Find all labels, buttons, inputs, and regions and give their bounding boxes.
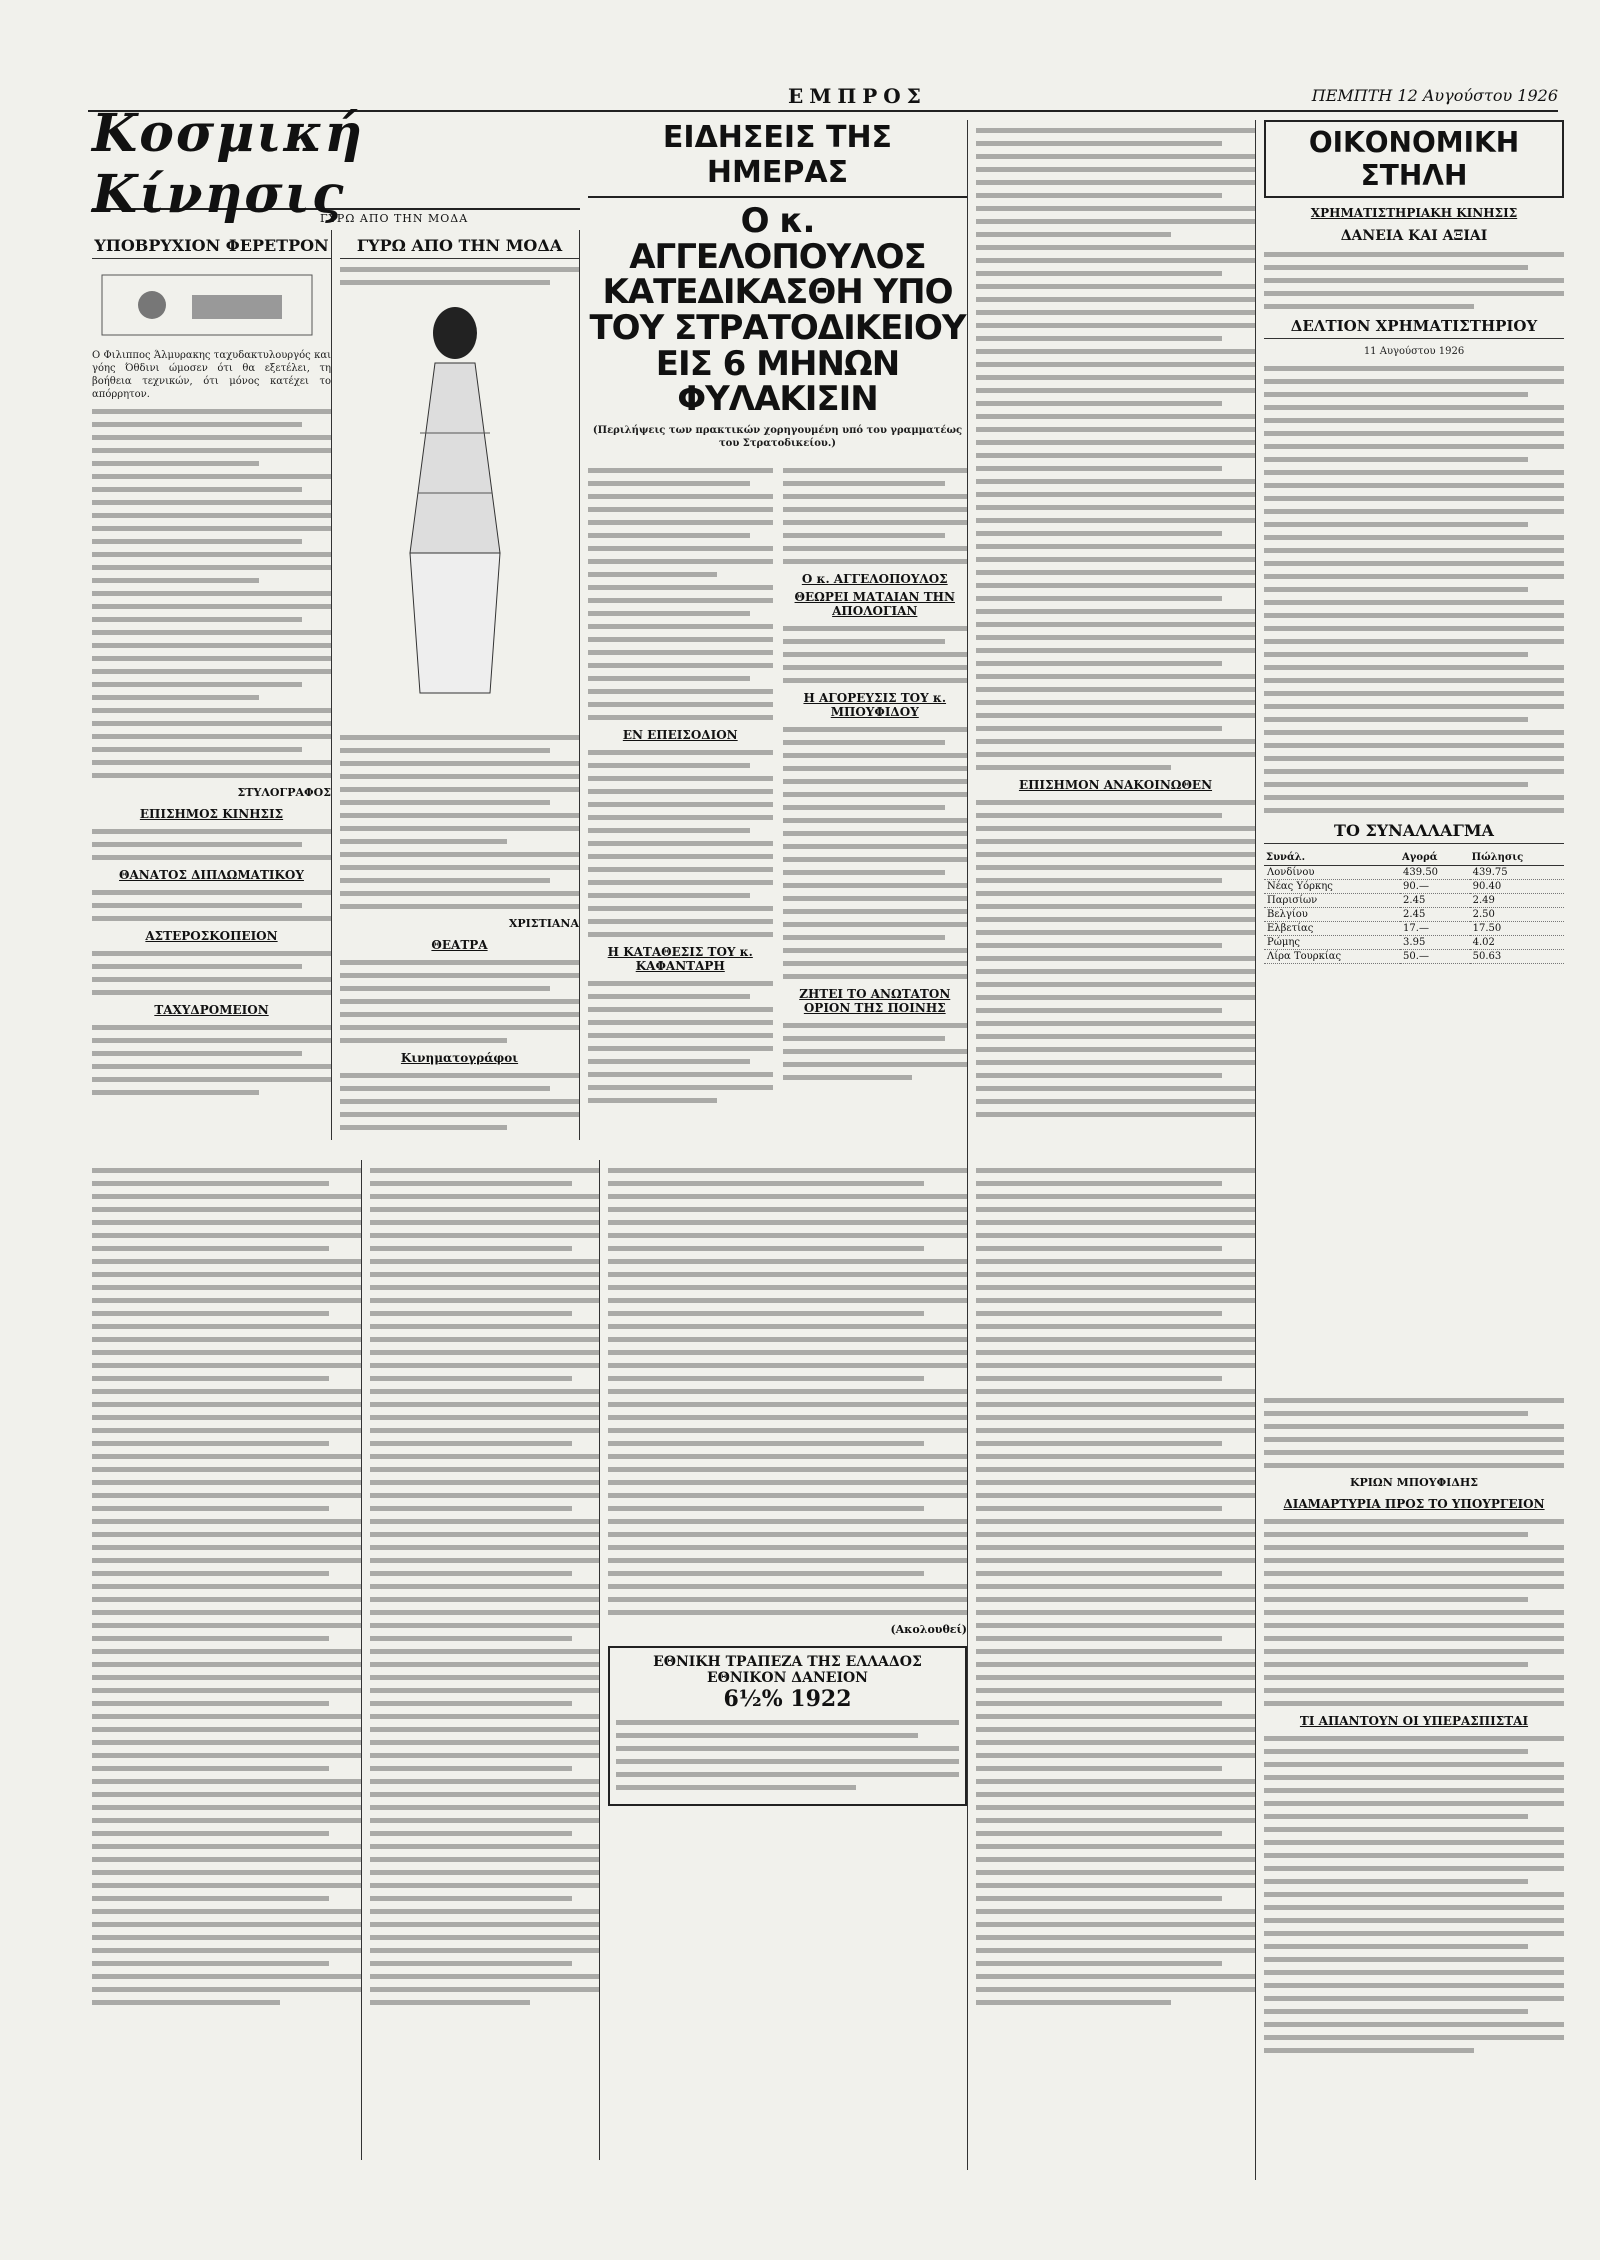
bourse-table xyxy=(1264,366,1564,813)
column-2 xyxy=(340,230,580,1140)
section-title: ΕΙΔΗΣΕΙΣ ΤΗΣ ΗΜΕΡΑΣ xyxy=(588,120,967,198)
section-heading: ΔΑΝΕΙΑ ΚΑΙ ΑΞΙΑΙ xyxy=(1340,228,1488,244)
table-cell: Λίρα Τουρκίας xyxy=(1264,950,1400,964)
section-heading: ΕΝ ΕΠΕΙΣΟΔΙΟΝ xyxy=(622,728,738,743)
table-cell: Παρισίων xyxy=(1264,894,1400,908)
table-cell: 90.— xyxy=(1400,880,1470,894)
table-cell: 50.63 xyxy=(1470,950,1564,964)
table-row xyxy=(1264,922,1564,936)
section-heading: Η ΑΓΟΡΕΥΣΙΣ ΤΟΥ κ. ΜΠΟΥΦΙΔΟΥ xyxy=(803,691,947,720)
section-heading: ΘΑΝΑΤΟΣ ΔΙΠΛΩΜΑΤΙΚΟΥ xyxy=(119,868,304,882)
lower-column-1 xyxy=(92,1160,362,2160)
table-cell: Ρώμης xyxy=(1264,936,1400,950)
article-heading: ΥΠΟΒΡΥΧΙΟΝ ΦΕΡΕΤΡΟΝ xyxy=(92,236,331,259)
table-cell: 17.— xyxy=(1400,922,1470,936)
section-heading: ΘΕΑΤΡΑ xyxy=(431,938,488,952)
section-heading: Κινηματογράφοι xyxy=(400,1051,519,1065)
section-heading: ΕΠΙΣΗΜΟΣ ΚΙΝΗΣΙΣ xyxy=(139,807,284,821)
article-body xyxy=(976,128,1255,770)
table-cell: 17.50 xyxy=(1470,922,1564,936)
ad-rate: 6½% 1922 xyxy=(723,1686,852,1712)
headline-subtitle: (Περιλήψεις των πρακτικών χορηγουμένη υπό του γραμματέως του Στρατοδικείου.) xyxy=(592,425,963,450)
table-row xyxy=(1264,936,1564,950)
column-3 xyxy=(588,120,968,1200)
section-heading: ΑΣΤΕΡΟΣΚΟΠΕΙΟΝ xyxy=(145,929,278,943)
table-cell: 2.45 xyxy=(1400,908,1470,922)
bourse-heading: ΔΕΛΤΙΟΝ ΧΡΗΜΑΤΙΣΤΗΡΙΟΥ xyxy=(1264,317,1564,339)
bank-advertisement xyxy=(608,1646,967,1806)
table-cell: Ελβετίας xyxy=(1264,922,1400,936)
diver-illustration xyxy=(92,265,322,345)
masthead-title: ΕΜΠΡΟΣ xyxy=(788,84,927,108)
table-row xyxy=(1264,894,1564,908)
article-body xyxy=(92,409,331,778)
table-row xyxy=(1264,866,1564,880)
table-cell: 50.— xyxy=(1400,950,1470,964)
section-heading: Ο κ. ΑΓΓΕΛΟΠΟΥΛΟΣ xyxy=(801,572,948,587)
article-lead: Ο Φιλιππος Άλμυρακης ταχυδακτυλουργός και γόης Όθδινι ώμοσεν ότι θα εξετέλει, τη βοήθεια τεχνικών, ότι μόνος κατέχει το απόρρητον. xyxy=(92,350,331,400)
table-cell: 2.45 xyxy=(1400,894,1470,908)
exchange-col-header: Πώλησις xyxy=(1470,850,1564,866)
table-cell: 3.95 xyxy=(1400,936,1470,950)
table-row xyxy=(1264,908,1564,922)
exchange-table xyxy=(1264,850,1564,964)
section-heading: ΘΕΩΡΕΙ ΜΑΤΑΙΑΝ ΤΗΝ ΑΠΟΛΟΓΙΑΝ xyxy=(794,590,955,619)
table-row xyxy=(1264,880,1564,894)
article-credit: ΣΤΥΛΟΓΡΑΦΟΣ xyxy=(237,786,331,799)
table-cell: 439.75 xyxy=(1470,866,1564,880)
main-headline: Ο κ. ΑΓΓΕΛΟΠΟΥΛΟΣ ΚΑΤΕΔΙΚΑΣΘΗ ΥΠΟ ΤΟΥ ΣΤΡΑΤΟΔΙΚΕΙΟΥ ΕΙΣ 6 ΜΗΝΩΝ ΦΥΛΑΚΙΣΙΝ xyxy=(589,201,966,420)
signature: ΚΡΙΩΝ ΜΠΟΥΦΙΔΗΣ xyxy=(1349,1476,1479,1489)
column-4 xyxy=(976,120,1256,1210)
section-heading: ΧΡΗΜΑΤΙΣΤΗΡΙΑΚΗ ΚΙΝΗΣΙΣ xyxy=(1310,206,1518,220)
lower-column-5 xyxy=(1264,1390,1564,2170)
lower-column-3 xyxy=(608,1160,968,2170)
ad-subtitle: ΕΘΝΙΚΟΝ ΔΑΝΕΙΟΝ xyxy=(707,1670,868,1686)
table-cell: 439.50 xyxy=(1400,866,1470,880)
section-heading: ΤΑΧΥΔΡΟΜΕΙΟΝ xyxy=(154,1003,269,1017)
section-heading: ΔΙΑΜΑΡΤΥΡΙΑ ΠΡΟΣ ΤΟ ΥΠΟΥΡΓΕΙΟΝ xyxy=(1283,1497,1545,1511)
section-heading: Η ΚΑΤΑΘΕΣΙΣ ΤΟΥ κ. ΚΑΦΑΝΤΑΡΗ xyxy=(607,945,753,974)
table-cell: 90.40 xyxy=(1470,880,1564,894)
lower-column-2 xyxy=(370,1160,600,2160)
exchange-heading: ΤΟ ΣΥΝΑΛΛΑΓΜΑ xyxy=(1264,821,1564,844)
exchange-col-header: Συνάλ. xyxy=(1264,850,1400,866)
table-cell: Νέας Υόρκης xyxy=(1264,880,1400,894)
table-cell: 4.02 xyxy=(1470,936,1564,950)
social-column-banner: Κοσμική Κίνησις xyxy=(92,120,580,210)
continued-note: (Ακολουθεί) xyxy=(890,1623,967,1636)
article-heading: ΓΥΡΩ ΑΠΟ ΤΗΝ ΜΟΔΑ xyxy=(340,236,579,259)
table-cell: 2.50 xyxy=(1470,908,1564,922)
article-body xyxy=(783,460,968,1111)
table-row xyxy=(1264,950,1564,964)
economy-column-title: ΟΙΚΟΝΟΜΙΚΗ ΣΤΗΛΗ xyxy=(1264,120,1564,198)
table-cell: 2.49 xyxy=(1470,894,1564,908)
column-5 xyxy=(1264,120,1564,1340)
ad-title: ΕΘΝΙΚΗ ΤΡΑΠΕΖΑ ΤΗΣ ΕΛΛΑΔΟΣ xyxy=(653,1654,922,1670)
fashion-illustration xyxy=(340,293,570,723)
section-heading: ΕΠΙΣΗΜΟΝ ΑΝΑΚΟΙΝΩΘΕΝ xyxy=(1018,778,1213,792)
column-1 xyxy=(92,230,332,1140)
section-heading: ΤΙ ΑΠΑΝΤΟΥΝ ΟΙ ΥΠΕΡΑΣΠΙΣΤΑΙ xyxy=(1299,1714,1529,1728)
bourse-date: 11 Αυγούστου 1926 xyxy=(1363,346,1465,357)
lower-column-4 xyxy=(976,1160,1256,2180)
fashion-subtitle: ΓΥΡΩ ΑΠΟ ΤΗΝ ΜΟΔΑ xyxy=(320,212,469,225)
table-cell: Λονδίνου xyxy=(1264,866,1400,880)
article-credit: ΧΡΙΣΤΙΑΝΑ xyxy=(508,917,579,930)
table-cell: Βελγίου xyxy=(1264,908,1400,922)
exchange-col-header: Αγορά xyxy=(1400,850,1470,866)
section-heading: ΖΗΤΕΙ ΤΟ ΑΝΩΤΑΤΟΝ ΟΡΙΟΝ ΤΗΣ ΠΟΙΝΗΣ xyxy=(799,987,951,1016)
masthead-date: ΠΕΜΠΤΗ 12 Αυγούστου 1926 xyxy=(1311,86,1558,105)
article-body xyxy=(588,460,773,1111)
